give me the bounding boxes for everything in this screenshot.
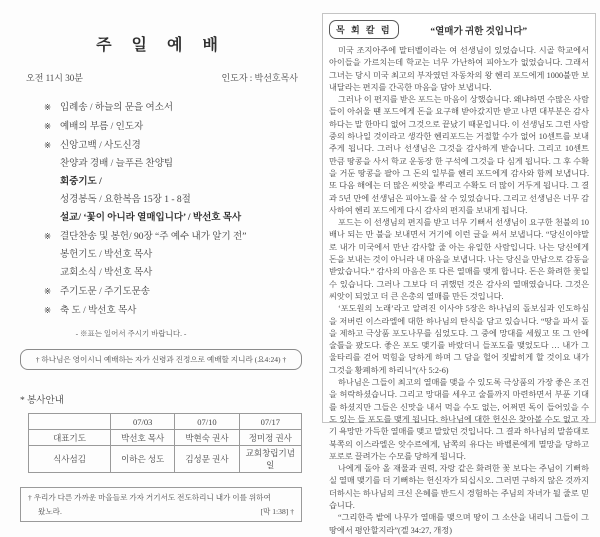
verse-bottom-continuation: 왔노라. <box>38 507 62 516</box>
order-item <box>44 98 302 117</box>
duty-table-header-cell <box>29 414 111 430</box>
column-paragraph: ‘포도원의 노래’라고 알려진 이사야 5장은 하나님의 돌보심과 인도하심을 저버린 이스라엘에 대한 하나님의 탄식을 담고 있습니다. “땅을 파서 돌을 제하고 극상품 포도나무를 심었도다. 그 중에 망대를 세웠고 또 그 안에 술틀을 팠도다. 좋은 포도 맺기를 바랐더니 들포도를 맺었도다 … 내가 그 울타리를 걷어 먹힘을 당하게 하며 그 담을 헐어 짓밟히게 할 것이요 내가 그것을 황폐하게 하리니”(사 5:2-6) <box>329 304 589 375</box>
stand-marker: ※ <box>44 140 52 150</box>
order-item-text: 설교/ ‘꽃이 아니라 열매입니다’ / 박선호 목사 <box>60 213 242 223</box>
order-item <box>44 136 302 155</box>
order-item <box>44 282 302 301</box>
duty-table-cell: 박현숙 권사 <box>175 430 239 446</box>
duty-table-cell: 식사섬김 <box>29 446 111 473</box>
column-label-badge: 목 회 칼 럼 <box>329 20 399 39</box>
column-title: “열매가 귀한 것입니다” <box>430 26 528 37</box>
order-item-text: 회중기도 / <box>60 177 102 187</box>
order-item <box>44 209 302 227</box>
duty-table-row <box>29 430 302 446</box>
pastoral-column-page <box>322 13 596 535</box>
order-item-text: 찬양과 경배 / 늘푸른 찬양팀 <box>60 159 174 169</box>
verse-box-bottom <box>20 487 302 522</box>
duty-section-title: * 봉사안내 <box>20 396 64 406</box>
verse-box-top: † 하나님은 영이시니 예배하는 자가 신령과 진정으로 예배할 지니라 (요4:24) † <box>20 349 302 370</box>
stand-marker: ※ <box>44 102 52 112</box>
verse-bottom-reference: [막 1:38] † <box>260 507 294 516</box>
column-paragraph: 하나님은 그들이 최고의 열매를 맺을 수 있도록 극상품의 가장 좋은 조건을 허락하셨습니다. 그리고 망대를 세우고 술틀까지 마련하면서 부푼 기대를 하셨지만 그들은 신맛을 내서 먹을 수도 없는, 어쩌면 독이 들어있을 수도 있는 들 포도를 맺게 됩니다. 하나님에 대한 헌신은 찾아볼 수도 없고 자기 욕망만 가득한 열매를 맺고 말았던 것입니다. 그 결과 하나님의 말씀대로 북쪽의 이스라엘은 앗수르에게, 남쪽의 유다는 바벨론에게 멸망을 당하고 포로로 끌려가는 수모를 당하게 됩니다. <box>329 378 589 461</box>
order-item <box>44 117 302 136</box>
column-paragraph: 미국 조지아주에 말터벨이라는 여 선생님이 있었습니다. 시골 학교에서 아이들을 가르치는데 학교는 너무 가난하여 피아노가 없었습니다. 그래서 그녀는 당시 미국 최고의 부자였던 자동차의 왕 헨리 포드에게 1000불만 보내달라는 편지를 간곡한 마음을 담아 보냅니다. <box>329 46 589 92</box>
duty-table-cell: 박선호 목사 <box>111 430 175 446</box>
order-item-text: 결단찬송 및 봉헌/ 90장 “주 예수 내가 알기 전” <box>60 232 247 242</box>
stand-marker: ※ <box>44 231 52 241</box>
stand-marker: ※ <box>44 121 52 131</box>
duty-table-header-cell: 07/10 <box>175 414 239 430</box>
column-paragraph: “그리한즉 밭에 나무가 열매를 맺으며 땅이 그 소산을 내리니 그들이 그 땅에서 평안할지라”(겔 34:27, 개정) <box>329 513 589 535</box>
order-item-text: 축 도 / 박선호 목사 <box>60 306 137 316</box>
duty-table-cell: 김성문 권사 <box>175 446 239 473</box>
duty-table-cell: 이하은 성도 <box>111 446 175 473</box>
order-item <box>44 191 302 209</box>
column-body <box>329 45 589 537</box>
stand-note: - ※표는 일어서 주시기 바랍니다. - <box>75 329 187 338</box>
verse-bottom-line2 <box>28 506 294 517</box>
column-header <box>329 20 589 39</box>
worship-meta <box>26 71 298 84</box>
worship-order-list <box>44 98 302 320</box>
duty-table-row <box>29 446 302 473</box>
stand-marker: ※ <box>44 286 52 296</box>
order-item-text: 신앙고백 / 사도신경 <box>60 141 141 151</box>
column-paragraph: 포드는 이 선생님의 편지를 받고 너무 기뻐서 선생님이 요구한 천불의 10배나 되는 만 불을 보내면서 거기에 이런 글을 써서 보냅니다. “당신이야말로 내가 미국에서 만난 감사할 줄 아는 유일한 사람입니다. 나는 당신에게 돈을 보내는 것이 아니라 내 마음을 보냅니다. 나는 당신을 만남으로 감동을 받았습니다.” 감사의 마음은 또 다른 열매를 맺게 합니다. 돈은 화려한 꽃일 수 있습니다. 그러나 그보다 더 귀했던 것은 감사의 열매였습니다. 그것은 씨앗이 되었고 더 큰 은총의 열매를 만든 것입니다. <box>329 218 589 301</box>
order-item <box>44 264 302 282</box>
duty-table-header-cell: 07/17 <box>239 414 301 430</box>
duty-table <box>28 413 302 473</box>
page-title: 주 일 예 배 <box>96 37 226 54</box>
stand-marker: ※ <box>44 305 52 315</box>
order-item-text: 입례송 / 하늘의 문을 여소서 <box>60 103 174 113</box>
worship-leader: 인도자 : 박선호목사 <box>221 73 298 83</box>
duty-table-cell: 정미정 권사 <box>239 430 301 446</box>
order-item <box>44 246 302 264</box>
order-item <box>44 227 302 246</box>
order-item-text: 봉헌기도 / 박선호 목사 <box>60 250 153 260</box>
worship-time: 오전 11시 30분 <box>26 73 83 83</box>
column-paragraph: 나에게 돌아 올 재물과 권력, 자랑 같은 화려한 꽃 보다는 주님이 기뻐하실 열매 맺기를 더 기뻐하는 헌신자가 되십시오. 그러면 구하지 않은 것까지 더하시는 하나님의 크신 은혜를 반드시 경험하는 주님의 자녀가 될 줄로 믿습니다. <box>329 464 589 510</box>
duty-table-header-cell: 07/03 <box>111 414 175 430</box>
duty-table-cell: 교회창립기념일 <box>239 446 301 473</box>
duty-table-cell: 대표기도 <box>29 430 111 446</box>
order-item <box>44 155 302 173</box>
order-item-text: 예배의 부름 / 인도자 <box>60 122 144 132</box>
order-item <box>44 173 302 191</box>
verse-bottom-line1: † 우리가 다른 가까운 마을들로 가자 거기서도 전도하리니 내가 이를 위하여 <box>28 493 271 502</box>
worship-order-page <box>20 18 302 516</box>
order-item-text: 성경봉독 / 요한복음 15장 1 - 8절 <box>60 195 191 205</box>
column-paragraph: 그러나 이 편지를 받은 포드는 마음이 상했습니다. 왜냐하면 수많은 사람들이 아쉬울 땐 포드에게 돈을 요구해 받아갔지만 받고 나면 대부분은 감사하다는 말 한마디 없어 그것으로 끝났기 때문입니다. 이 선생님도 그런 사람 중의 하나일 것이라고 생각한 헨리포드는 거절할 수가 없어 10센트를 보내주게 됩니다. 그러나 선생님은 그것을 감사하게 받습니다. 그리고 10센트 만큼 땅콩을 사서 학교 운동장 한 구석에 그것을 다 심게 됩니다. 그 후 수확을 거둔 땅콩을 팔아 그 돈의 일부를 헨리 포드에게 감사와 함께 보냅니다. 또 다음 해에는 더 많은 씨앗을 뿌리고 수확도 더 많이 거두게 됩니다. 그 결과 5년 만에 선생님은 피아노를 살 수 있었습니다. 그리고 선생님은 너무 감사하여 헨리 포드에게 다시 감사의 편지를 보내게 됩니다. <box>329 95 589 215</box>
order-item-text: 교회소식 / 박선호 목사 <box>60 268 153 278</box>
order-item <box>44 301 302 320</box>
duty-table-header-row <box>29 414 302 430</box>
order-item-text: 주기도문 / 주기도문송 <box>60 287 150 297</box>
